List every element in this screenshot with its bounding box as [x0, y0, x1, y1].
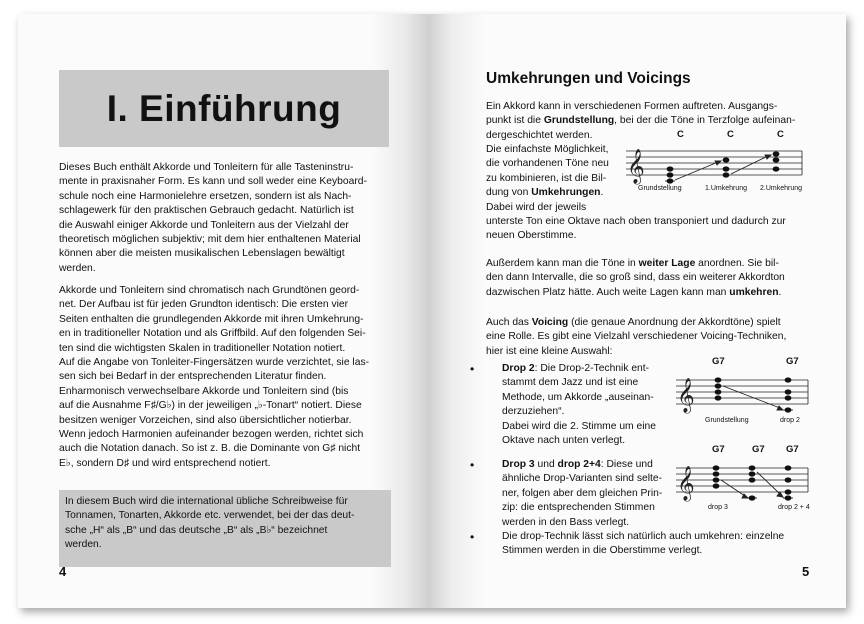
text-line: mente in praxisnaher Form. Es kann und soll weder eine Keyboard- [59, 176, 367, 188]
text-span: dung von [486, 187, 532, 199]
term-drop-3: Drop 3 [502, 459, 535, 470]
text-line: dergeschichtet werden. [486, 129, 593, 141]
section-heading: Umkehrungen und Voicings [486, 70, 691, 87]
bullet-icon: • [470, 530, 475, 544]
text-span: dazwischen Platz hätte. Auch weite Lagen kann man [486, 286, 730, 298]
text-line: unterste Ton eine Oktave nach oben transponiert und dadurch zur [486, 216, 786, 227]
text-line: die vorhandenen Töne neu [486, 158, 609, 170]
chord-symbol: G7 [786, 356, 799, 367]
text-span: anordnen. Sie bil- [695, 258, 779, 269]
treble-clef-icon: 𝄞 [677, 466, 695, 501]
term-umkehrungen: Umkehrungen [531, 187, 601, 199]
term-drop-2-4: drop 2+4 [557, 459, 601, 470]
treble-clef-icon: 𝄞 [677, 378, 695, 413]
text-span: Auch das [486, 317, 532, 328]
text-span: Außerdem kann man die Töne in [486, 258, 639, 269]
text-line [502, 362, 677, 376]
text-line: werden in den Bass verlegt. [502, 516, 630, 528]
term-grundstellung: Grundstellung [543, 115, 615, 127]
left-page [18, 14, 430, 608]
chord-symbol: C [727, 129, 734, 140]
text-span: , bei der die Töne in Terzfolge aufeinan- [614, 115, 796, 127]
text-span: : Diese und [600, 459, 653, 470]
text-line: Methode, um Akkorde „auseinan- [502, 391, 654, 403]
text-line: besitzen weniger Vorzeichen, sind also übersichtlicher notierbar. [59, 414, 352, 426]
text-line: werden. [59, 262, 96, 274]
text-span: . [600, 187, 604, 199]
page-number-right: 5 [802, 564, 810, 579]
text-line: den dann Intervalle, die so groß sind, dass ein weiterer Akkordton [486, 272, 785, 284]
text-line: Dieses Buch enthält Akkorde und Tonleitern für alle Tasteninstru- [59, 162, 354, 173]
chord-symbol: G7 [786, 444, 799, 455]
chord-symbol: G7 [712, 444, 725, 455]
text-span: punkt ist die [486, 115, 544, 127]
text-line: Enharmonisch verwechselbare Akkorde und Tonleitern sind (bis [59, 385, 349, 397]
treble-clef-icon: 𝄞 [627, 149, 645, 184]
text-span: und [534, 459, 558, 470]
term-drop-2: Drop 2 [502, 363, 535, 374]
page-number-left: 4 [59, 564, 67, 579]
text-span: (die genaue Anordnung der Akkordtöne) spielt [568, 317, 781, 328]
drop-reverse-bullet-text [502, 530, 822, 559]
term-voicing: Voicing [531, 317, 569, 328]
staff-label: drop 3 [708, 504, 728, 511]
intro-paragraph [59, 161, 391, 276]
text-span: . [778, 286, 782, 298]
text-line: net. Der Aufbau ist für jeden Grundton identisch: Die ersten vier [59, 299, 349, 311]
text-line: die Auswahl einiger Akkorde und Tonleitern aus der Vielzahl der [59, 219, 349, 231]
text-line: schule noch eine Harmonielehre ersetzen, sondern ist als Nach- [59, 190, 352, 202]
text-line [486, 257, 816, 271]
staff-label: 2.Umkehrung [760, 185, 803, 192]
book-spread [18, 14, 846, 608]
text-line: theoretisch möglichen subjektiv; mit dem hier enthaltenen Material [59, 234, 361, 246]
bullet-icon: • [470, 458, 475, 472]
text-line: Dabei wird der jeweils [486, 201, 587, 213]
chord-symbol: G7 [712, 356, 725, 367]
text-line: E♭, sondern D♯ und wird entsprechend notiert. [59, 457, 271, 469]
text-line: werden. [65, 539, 102, 551]
text-line: Auf die Angabe von Tonleiter-Fingersätzen wurde verzichtet, sie las- [59, 357, 370, 369]
text-line: ten sind die wichtigsten Skalen in traditioneller Notation notiert. [59, 342, 346, 354]
text-line: ähnliche Drop-Varianten sind selte- [502, 473, 663, 485]
text-line: stammt dem Jazz und ist eine [502, 377, 639, 389]
text-line: ner, folgen aber dem gleichen Prin- [502, 487, 663, 499]
text-span: : Die Drop-2-Technik ent- [534, 363, 650, 374]
text-line: auch die Notation danach. So ist z. B. die Dominante von G♯ nicht [59, 443, 361, 455]
drop2-staff [676, 370, 810, 416]
text-line: Die einfachste Möglichkeit, [486, 144, 609, 155]
text-line: sche „H“ als „B“ und das deutsche „B“ als „B♭“ bezeichnet [65, 524, 328, 536]
chapter-title: I. Einführung [106, 87, 342, 129]
text-line [502, 458, 680, 472]
text-line [486, 114, 816, 128]
text-line: auf die Ausnahme F♯/G♭) in der jeweiligen „♭-Tonart“ notiert. Diese [59, 400, 362, 412]
text-line: hier ist eine kleine Auswahl: [486, 345, 613, 357]
text-line: Akkorde und Tonleitern sind chromatisch nach Grundtönen geord- [59, 285, 360, 296]
text-line: Die drop-Technik lässt sich natürlich auch umkehren: einzelne [502, 531, 785, 542]
chord-symbol: G7 [752, 444, 765, 455]
drop2-bullet-text [502, 362, 677, 448]
text-line: Oktave nach unten verlegt. [502, 435, 626, 447]
staff-label: 1.Umkehrung [705, 185, 748, 192]
notation-note-box [59, 490, 391, 567]
text-line: schlagewerk für den praktischen Gebrauch gedacht. Natürlich ist [59, 205, 354, 217]
text-line: sen sich bei Bedarf in der entsprechenden Literatur finden. [59, 371, 327, 383]
text-line: Stimmen werden in die Oberstimme verlegt. [502, 545, 703, 557]
text-line [486, 316, 816, 330]
text-line: Dabei wird die 2. Stimme um eine [502, 420, 656, 432]
chapter-title-box [59, 70, 389, 147]
staff-label: Grundstellung [705, 417, 749, 424]
text-line: zu kombinieren, ist die Bil- [486, 172, 607, 184]
text-line: zip: die entsprechenden Stimmen [502, 502, 655, 514]
structure-paragraph [59, 284, 391, 471]
text-line: Ein Akkord kann in verschiedenen Formen auftreten. Ausgangs- [486, 101, 778, 112]
text-line: en in traditioneller Notation und als Griffbild. Auf den folgenden Sei- [59, 328, 366, 340]
text-line: Tonnamen, Tonarten, Akkorde etc. verwendet, bei der das deut- [65, 510, 355, 522]
text-line: neuen Oberstimme. [486, 230, 577, 242]
text-line: In diesem Buch wird die international übliche Schreibweise für [65, 496, 348, 507]
staff-label: drop 2 [780, 417, 800, 424]
chord-symbol: C [777, 129, 784, 140]
intro-paragraph-right [486, 100, 816, 143]
staff-label: Grundstellung [638, 185, 682, 192]
text-line [486, 286, 816, 300]
weite-lage-paragraph [486, 257, 816, 300]
bullet-icon: • [470, 362, 475, 376]
text-line: eine Rolle. Es gibt eine Vielzahl verschiedener Voicing-Techniken, [486, 331, 787, 343]
text-line: derzuziehen“. [502, 406, 565, 418]
drop3-staff [676, 458, 810, 504]
term-weite-lage: weiter Lage [638, 258, 696, 269]
inversion-staff [626, 145, 806, 187]
staff-label: drop 2 + 4 [778, 504, 810, 511]
text-line: Seiten enthalten die grundlegenden Akkorde mit ihren Umkehrung- [59, 313, 364, 325]
chord-symbol: C [677, 129, 684, 140]
drop3-bullet-text [502, 458, 680, 530]
inversion-paragraph-cont [486, 215, 816, 244]
voicing-paragraph [486, 316, 816, 359]
text-line: Wenn jedoch Harmonien aufeinander bezogen werden, richtet sich [59, 429, 364, 441]
text-line: können aber die meisten musikalischen Lebenslagen bewältigt [59, 248, 345, 260]
right-page [430, 14, 846, 608]
term-umkehren: umkehren [729, 286, 779, 298]
